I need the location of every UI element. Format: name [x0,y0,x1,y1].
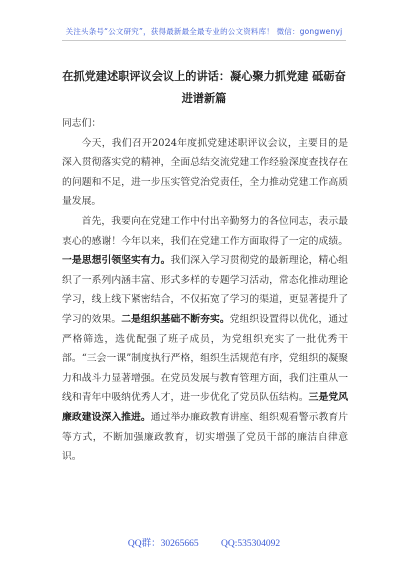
paragraph-1: 今天，我们召开2024年度抓党建述职评议会议，主要目的是深入贯彻落实党的精神，全面总结交流党建工作经验深度查找存在的问题和不足，进一步压实管党治党责任，全力推动党建工作高质量发展。 [62,137,348,208]
footer-qq: QQ:535304092 [220,539,281,549]
point-2-heading: 二是组织基础不断夯实。 [121,313,230,325]
salutation: 同志们： [62,118,102,129]
footer-contact [0,535,408,549]
point-2-text: 党组织设置得以优化，通过严格筛选，选优配强了班子成员，为党组织充实了一批优秀干部。“三会一课”制度执行严格，组织生活规范有序，党组织的凝聚力和战斗力显著增强。在党员发展与教育管理方面，我们注重从一线和青年中吸纳优秀人才，进一步优化了党员队伍结构。 [62,313,349,404]
point-3-heading: 三是党风廉政建设深入推进。 [62,392,349,423]
paragraph-2 [62,212,348,467]
document-title: 在抓党建述职评议会议上的讲话：凝心聚力抓党建 砥砺奋进谱新篇 [62,70,346,105]
paragraph-2-intro: 首先，我要向在党建工作中付出辛勤努力的各位同志，表示最衷心的感谢！今年以来，我们在党建工作方面取得了一定的成绩。 [62,215,348,247]
document-body [62,114,348,467]
point-1-text: 我们深入学习贯彻党的最新理论，精心组织了一系列内涵丰富、形式多样的专题学习活动，常态化推动理论学习，线上线下紧密结合，不仅拓宽了学习的渠道，更显著提升了学习的效果。 [62,255,349,325]
point-1-heading: 一是思想引领坚实有力。 [62,255,171,267]
point-3-text: 通过举办廉政教育讲座、组织观看警示教育片等方式，不断加强廉政教育，切实增强了党员干部的廉洁自律意识。 [62,411,349,463]
header-banner: 关注头条号“公文研究”，获得最新最全最专业的公文资料库！ 微信：gongwenyj [65,27,343,36]
footer-qq-group: QQ群：30265665 [127,539,199,549]
header-divider [62,40,346,41]
